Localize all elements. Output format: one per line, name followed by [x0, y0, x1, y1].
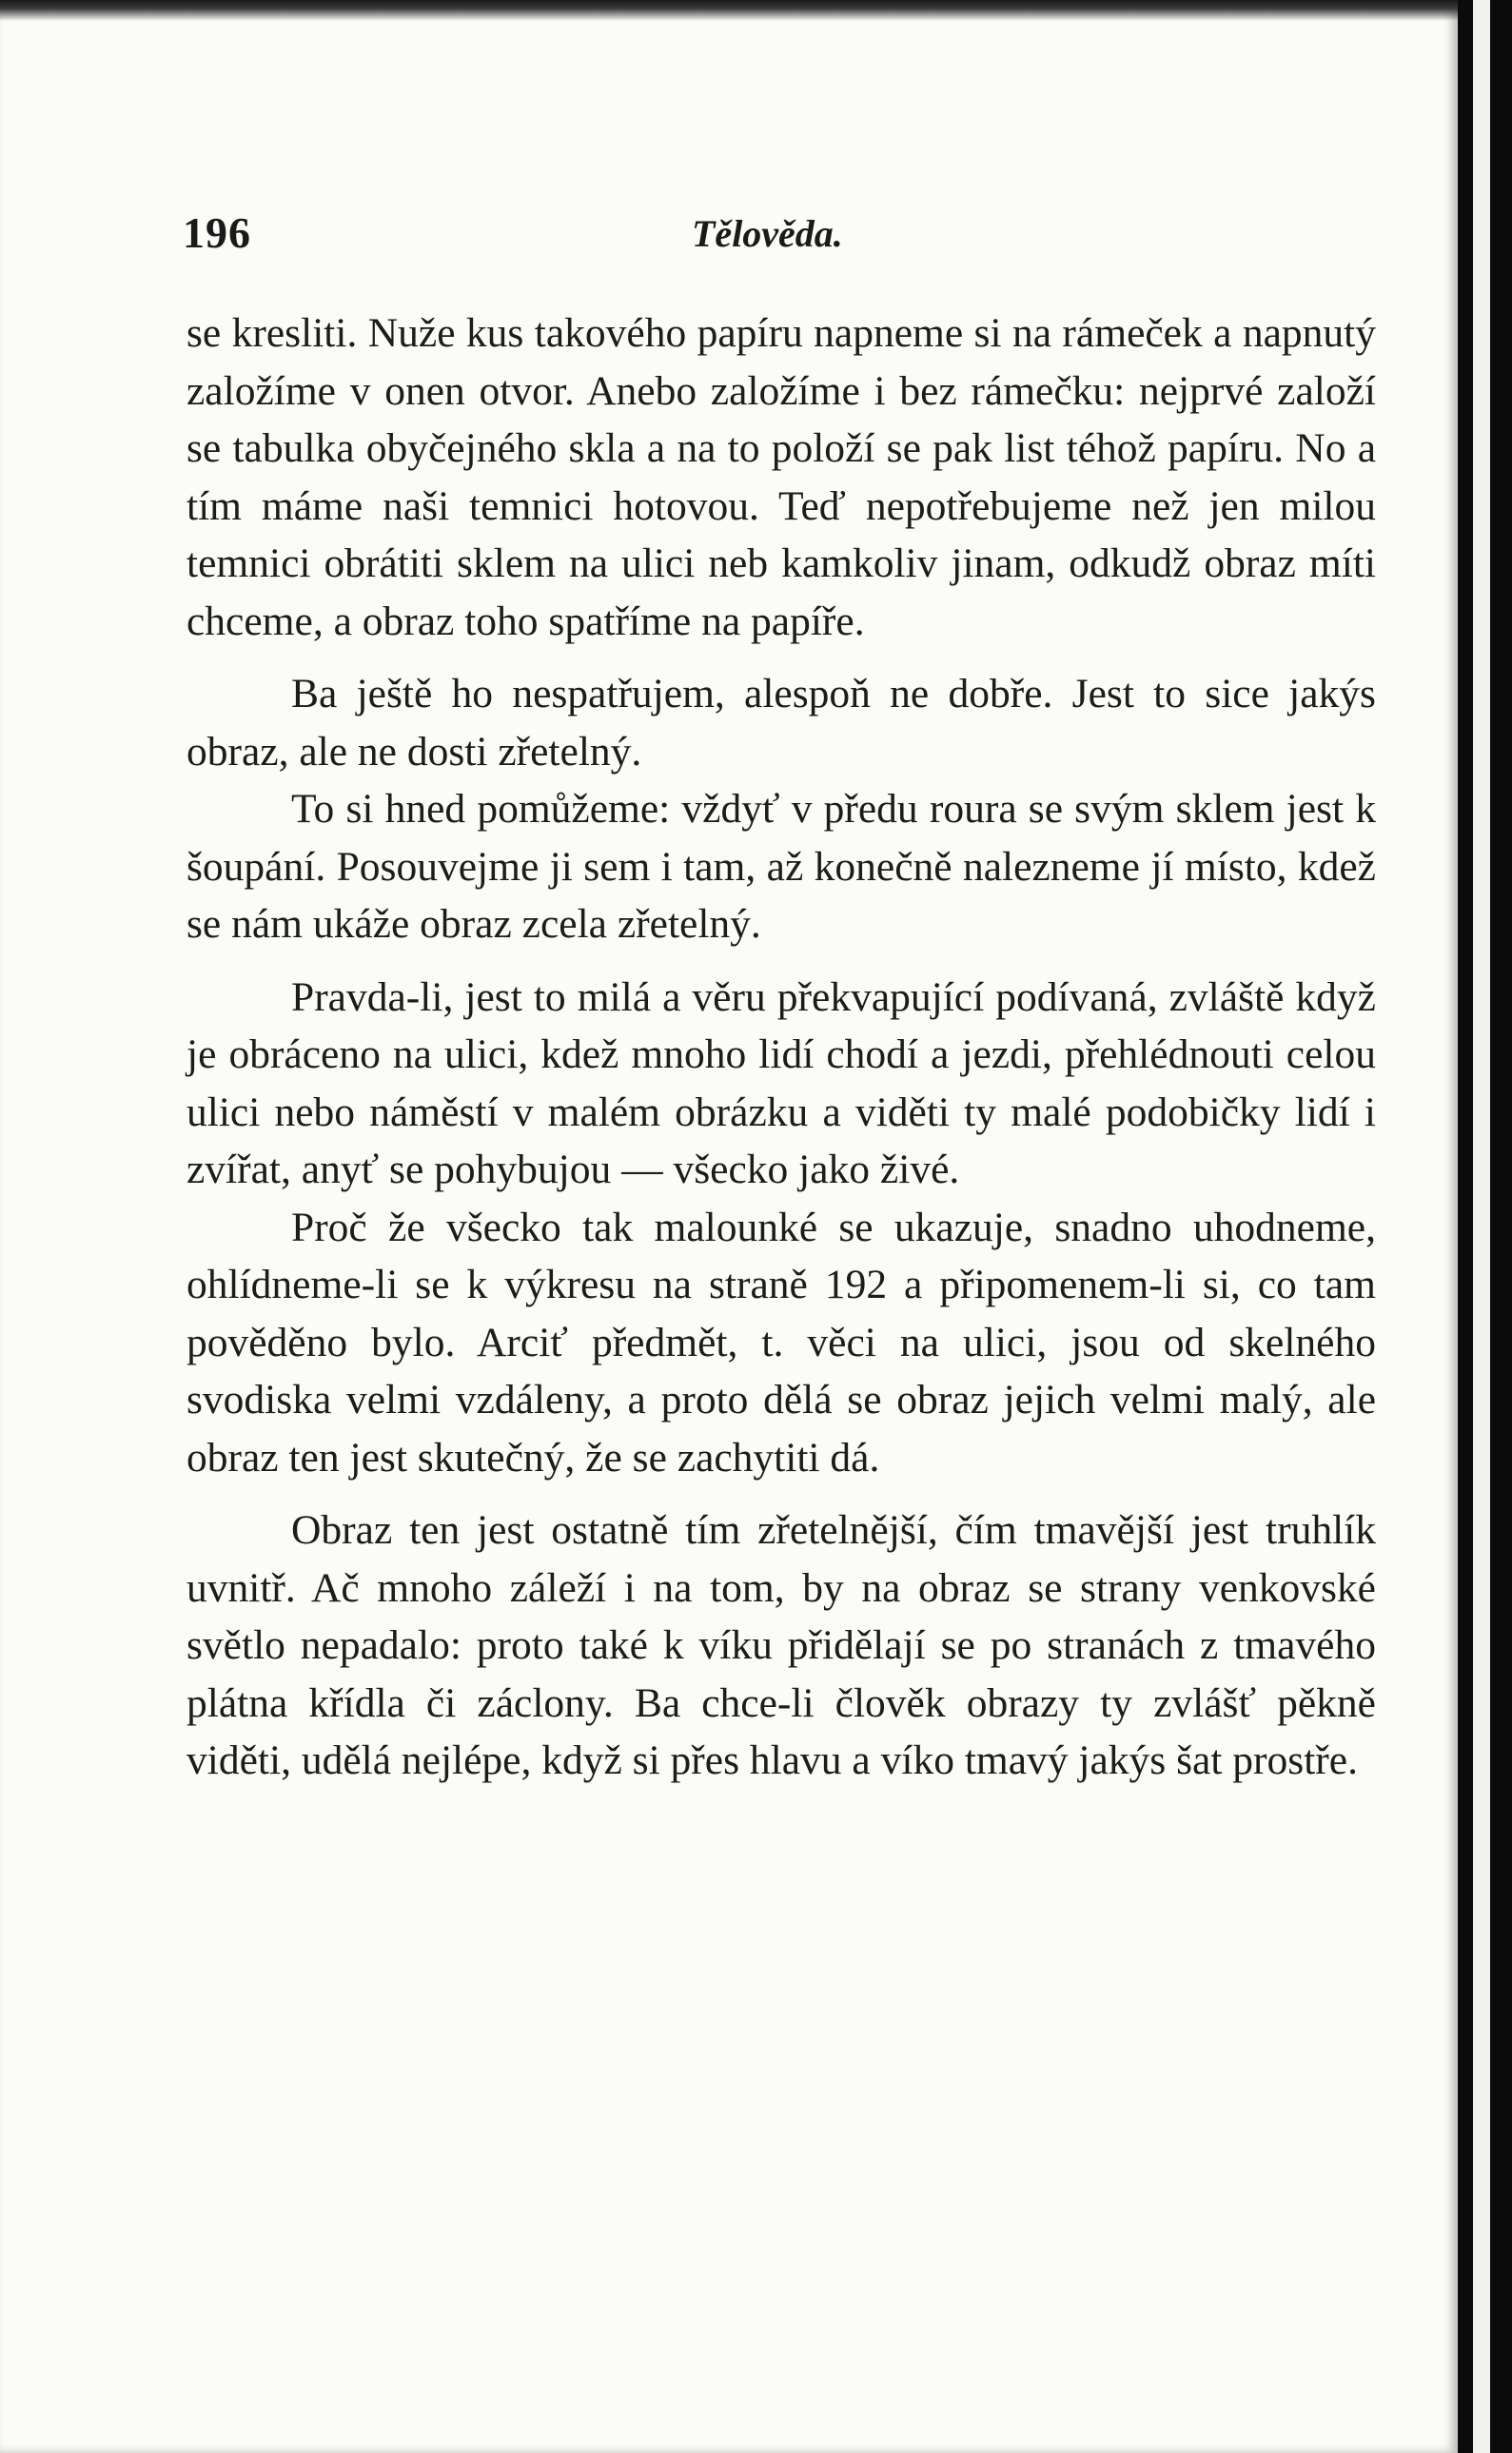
paragraph-6: Obraz ten jest ostatně tím zřetelnější, čím tmavější jest truhlík uvnitř. Ač mnoho záleží i na tom, by na obraz se strany venkovské světlo nepadalo: proto také k víku přidělají se po stranách z tmavého plátna křídla či záclony. Ba chce-li člověk obrazy ty zvlášť pěkně viděti, udělá nejlépe, když si přes hlavu a víko tmavý jakýs šat prostře.	[187, 1507, 1376, 1783]
page-header	[183, 207, 1382, 265]
paragraph-4: Pravda-li, jest to milá a věru překvapující podívaná, zvláště když je obráceno na ulici, kdež mnoho lidí chodí a jezdi, přehlédnouti celou ulici nebo náměstí v malém obrázku a viděti ty malé podobičky lidí i zvířat, anyť se pohybujou — všecko jako živé.	[187, 973, 1376, 1192]
page-body	[187, 304, 1376, 1790]
page-number: 196	[183, 208, 251, 257]
running-title: Tělověda.	[692, 212, 843, 255]
paragraph-5: Proč že všecko tak malounké se ukazuje, snadno uhodneme, ohlídneme-li se k výkresu na straně 192 a připomenem-li si, co tam pověděno bylo. Arciť předmět, t. věci na ulici, jsou od skelného svodiska velmi vzdáleny, a proto dělá se obraz jejich velmi malý, ale obraz ten jest skutečný, že se zachytiti dá.	[187, 1204, 1376, 1481]
scan-border	[1490, 0, 1512, 2453]
paragraph-2: Ba ještě ho nespatřujem, alespoň ne dobře. Jest to sice jakýs obraz, ale ne dosti zřetelný.	[187, 671, 1376, 775]
page-top-shadow	[0, 0, 1458, 21]
paragraph-3: To si hned pomůžeme: vždyť v předu roura se svým sklem jest k šoupání. Posouvejme ji sem i tam, až konečně nalezneme jí místo, kdež se nám ukáže obraz zcela zřetelný.	[187, 786, 1376, 947]
paragraph-1: se kresliti. Nuže kus takového papíru napneme si na rámeček a napnutý založíme v onen otvor. Anebo založíme i bez rámečku: nejprvé založí se tabulka obyčejného skla a na to položí se pak list téhož papíru. No a tím máme naši temnici hotovou. Teď nepotřebujeme než jen milou temnici obrátiti sklem na ulici neb kamkoliv jinam, odkudž obraz míti chceme, a obraz toho spatříme na papíře.	[187, 310, 1376, 644]
